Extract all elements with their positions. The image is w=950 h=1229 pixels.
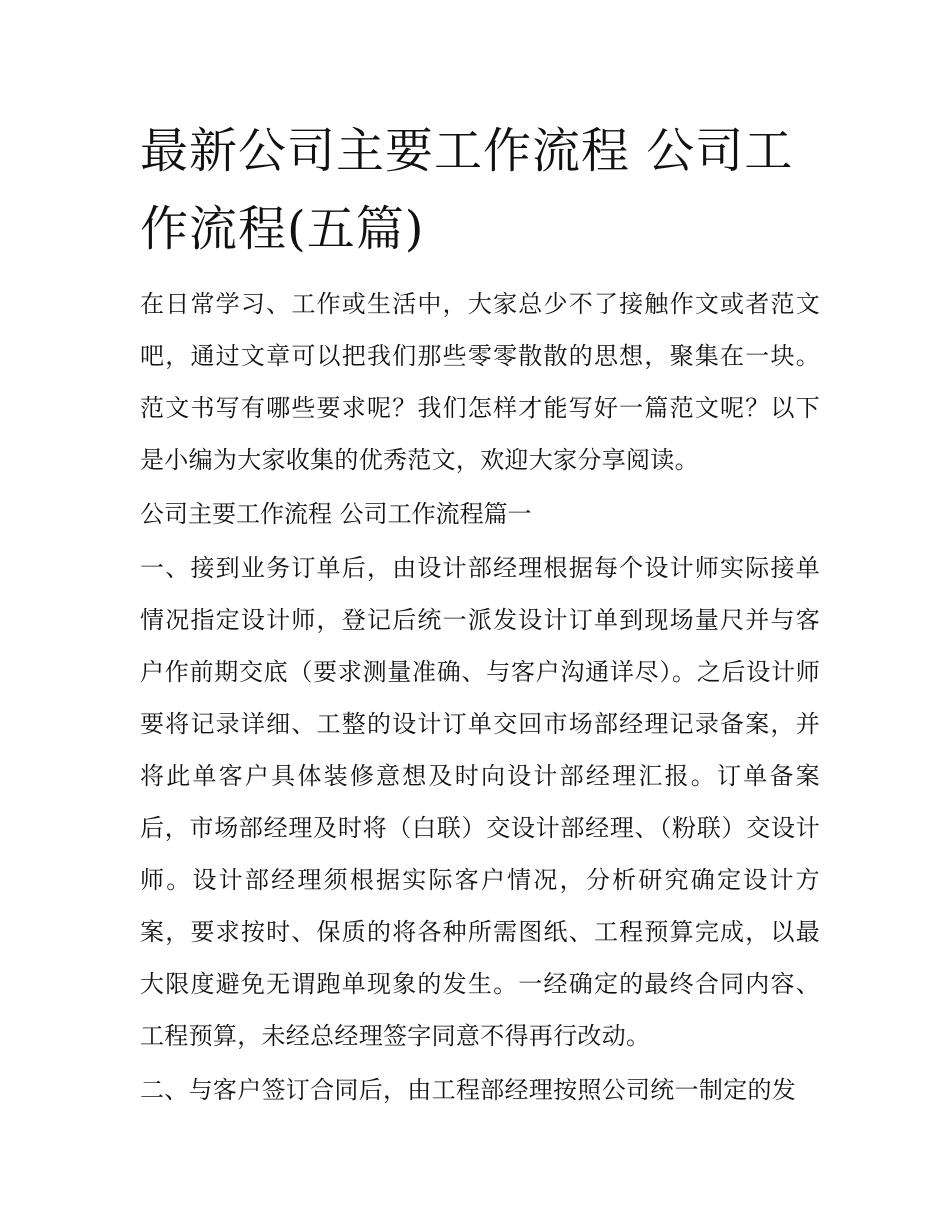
intro-paragraph: 在日常学习、工作或生活中，大家总少不了接触作文或者范文吧，通过文章可以把我们那些零零散散的思想，聚集在一块。范文书写有哪些要求呢？我们怎样才能写好一篇范文呢？以下是小编为大家收集的优秀范文，欢迎大家分享阅读。: [140, 290, 820, 474]
section-heading: 公司主要工作流程 公司工作流程篇一: [140, 500, 532, 528]
body-paragraph-1: 一、接到业务订单后，由设计部经理根据每个设计师实际接单情况指定设计师，登记后统一派发设计订单到现场量尺并与客户作前期交底（要求测量准确、与客户沟通详尽）。之后设计师要将记录详细、工整的设计订单交回市场部经理记录备案，并将此单客户具体装修意想及时向设计部经理汇报。订单备案后，市场部经理及时将（白联）交设计部经理、（粉联）交设计师。设计部经理须根据实际客户情况，分析研究确定设计方案，要求按时、保质的将各种所需图纸、工程预算完成，以最大限度避免无谓跑单现象的发生。一经确定的最终合同内容、工程预算，未经总经理签字同意不得再行改动。: [140, 554, 820, 1050]
document-title: 最新公司主要工作流程 公司工作流程(五篇): [140, 123, 794, 257]
body-paragraph-2: 二、与客户签订合同后，由工程部经理按照公司统一制定的发: [140, 1076, 797, 1104]
document-body: [140, 278, 820, 1118]
